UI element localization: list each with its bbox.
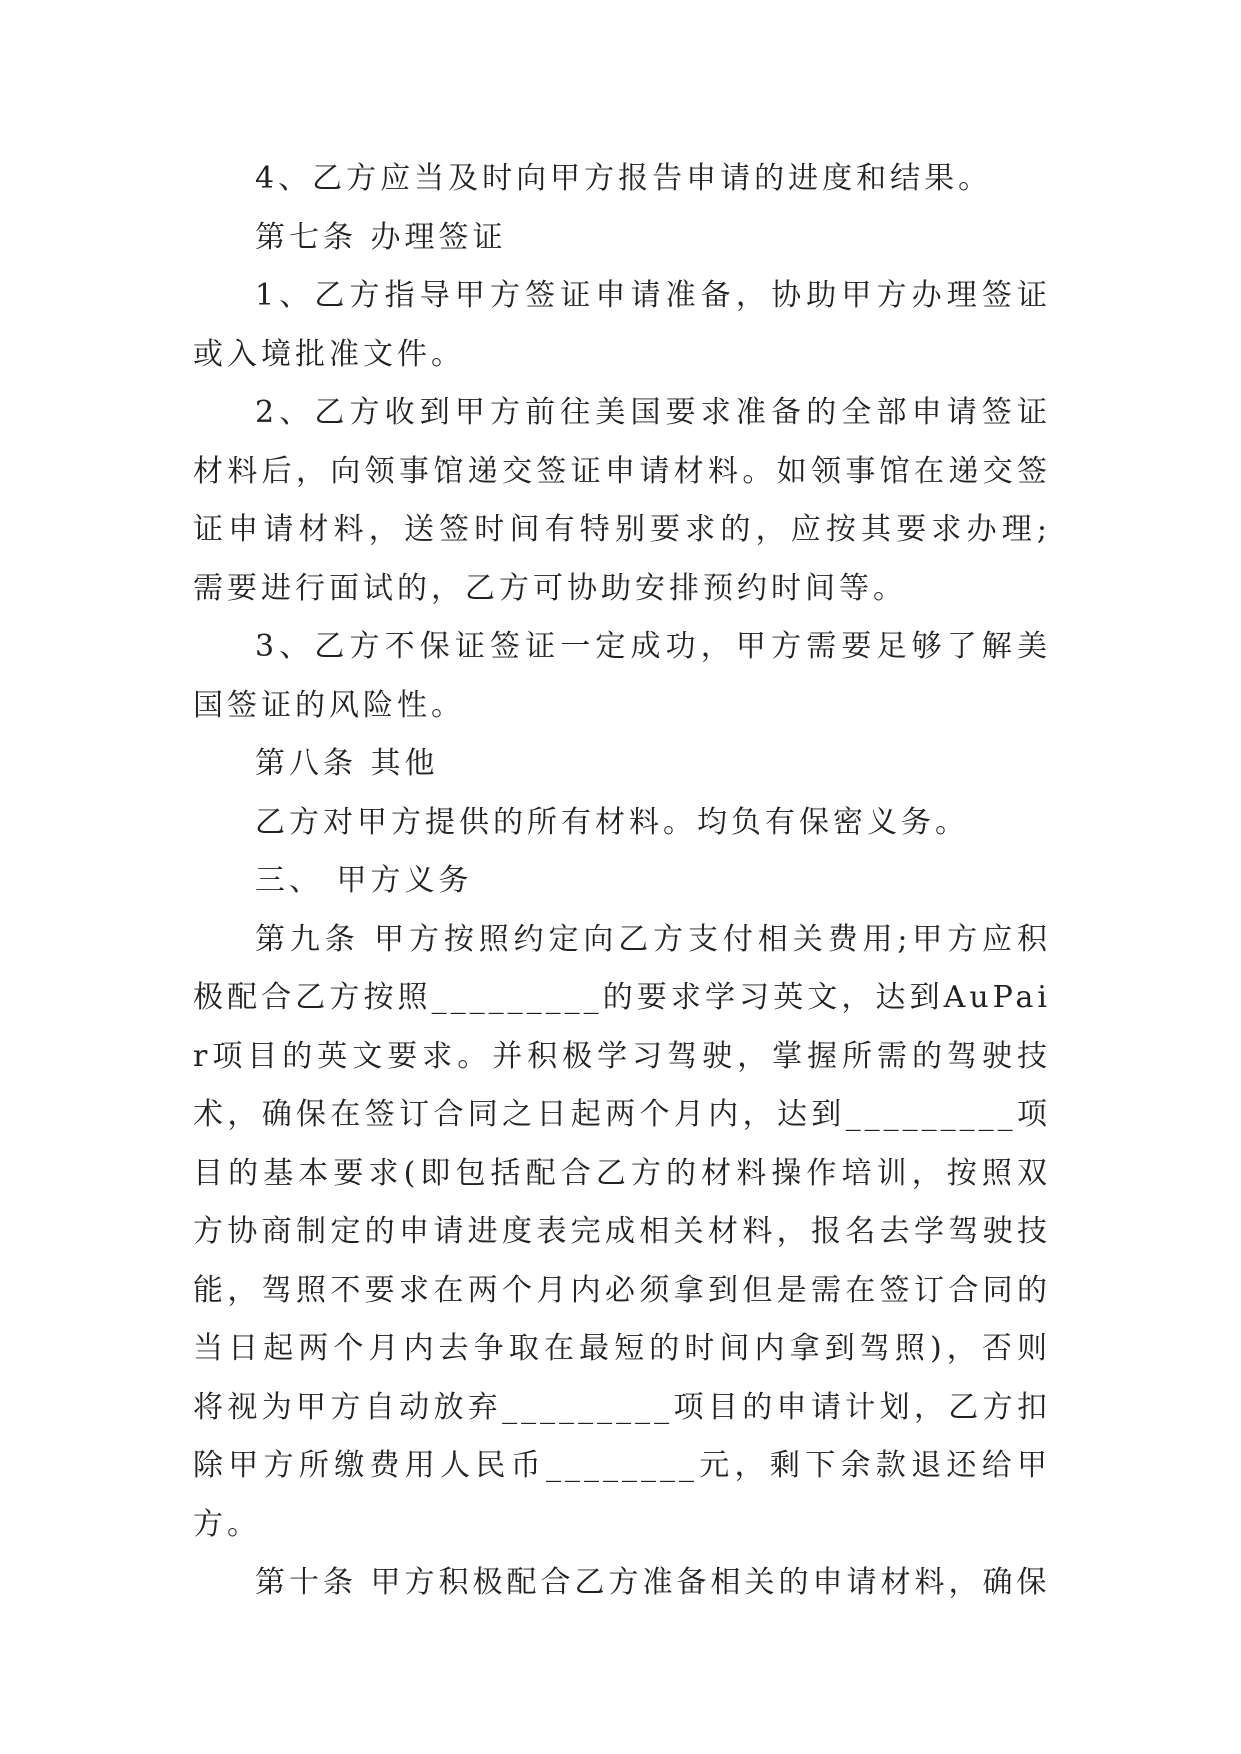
paragraph-visa-risk: 3、乙方不保证签证一定成功，甲方需要足够了解美国签证的风险性。	[193, 629, 1051, 723]
paragraph-article-10: 第十条 甲方积极配合乙方准备相关的申请材料，确保	[255, 1565, 1051, 1600]
article-7-heading: 第七条 办理签证	[255, 219, 507, 255]
document-body	[193, 150, 1051, 1613]
paragraph-visa-submission: 2、乙方收到甲方前往美国要求准备的全部申请签证材料后，向领事馆递交签证申请材料。如领事馆在递交签证申请材料，送签时间有特别要求的，应按其要求办理;需要进行面试的，乙方可协助安排预约时间等。	[193, 395, 1051, 606]
paragraph-visa-guidance: 1、乙方指导甲方签证申请准备，协助甲方办理签证或入境批准文件。	[193, 278, 1051, 372]
article-8-heading: 第八条 其他	[255, 746, 439, 781]
section-3-heading: 三、 甲方义务	[255, 863, 473, 898]
paragraph-confidentiality: 乙方对甲方提供的所有材料。均负有保密义务。	[255, 804, 969, 840]
paragraph-report-progress: 4、乙方应当及时向甲方报告申请的进度和结果。	[255, 161, 993, 196]
paragraph-article-9: 第九条 甲方按照约定向乙方支付相关费用;甲方应积极配合乙方按照_________的要求学习英文，达到AuPair项目的英文要求。并积极学习驾驶，掌握所需的驾驶技术，确保在签订合同之日起两个月内，达到_________项目的基本要求(即包括配合乙方的材料操作培训，按照双方协商制定的申请进度表完成相关材料，报名去学驾驶技能，驾照不要求在两个月内必须拿到但是需在签订合同的当日起两个月内去争取在最短的时间内拿到驾照)，否则将视为甲方自动放弃_________项目的申请计划，乙方扣除甲方所缴费用人民币________元，剩下余款退还给甲方。	[193, 921, 1051, 1542]
